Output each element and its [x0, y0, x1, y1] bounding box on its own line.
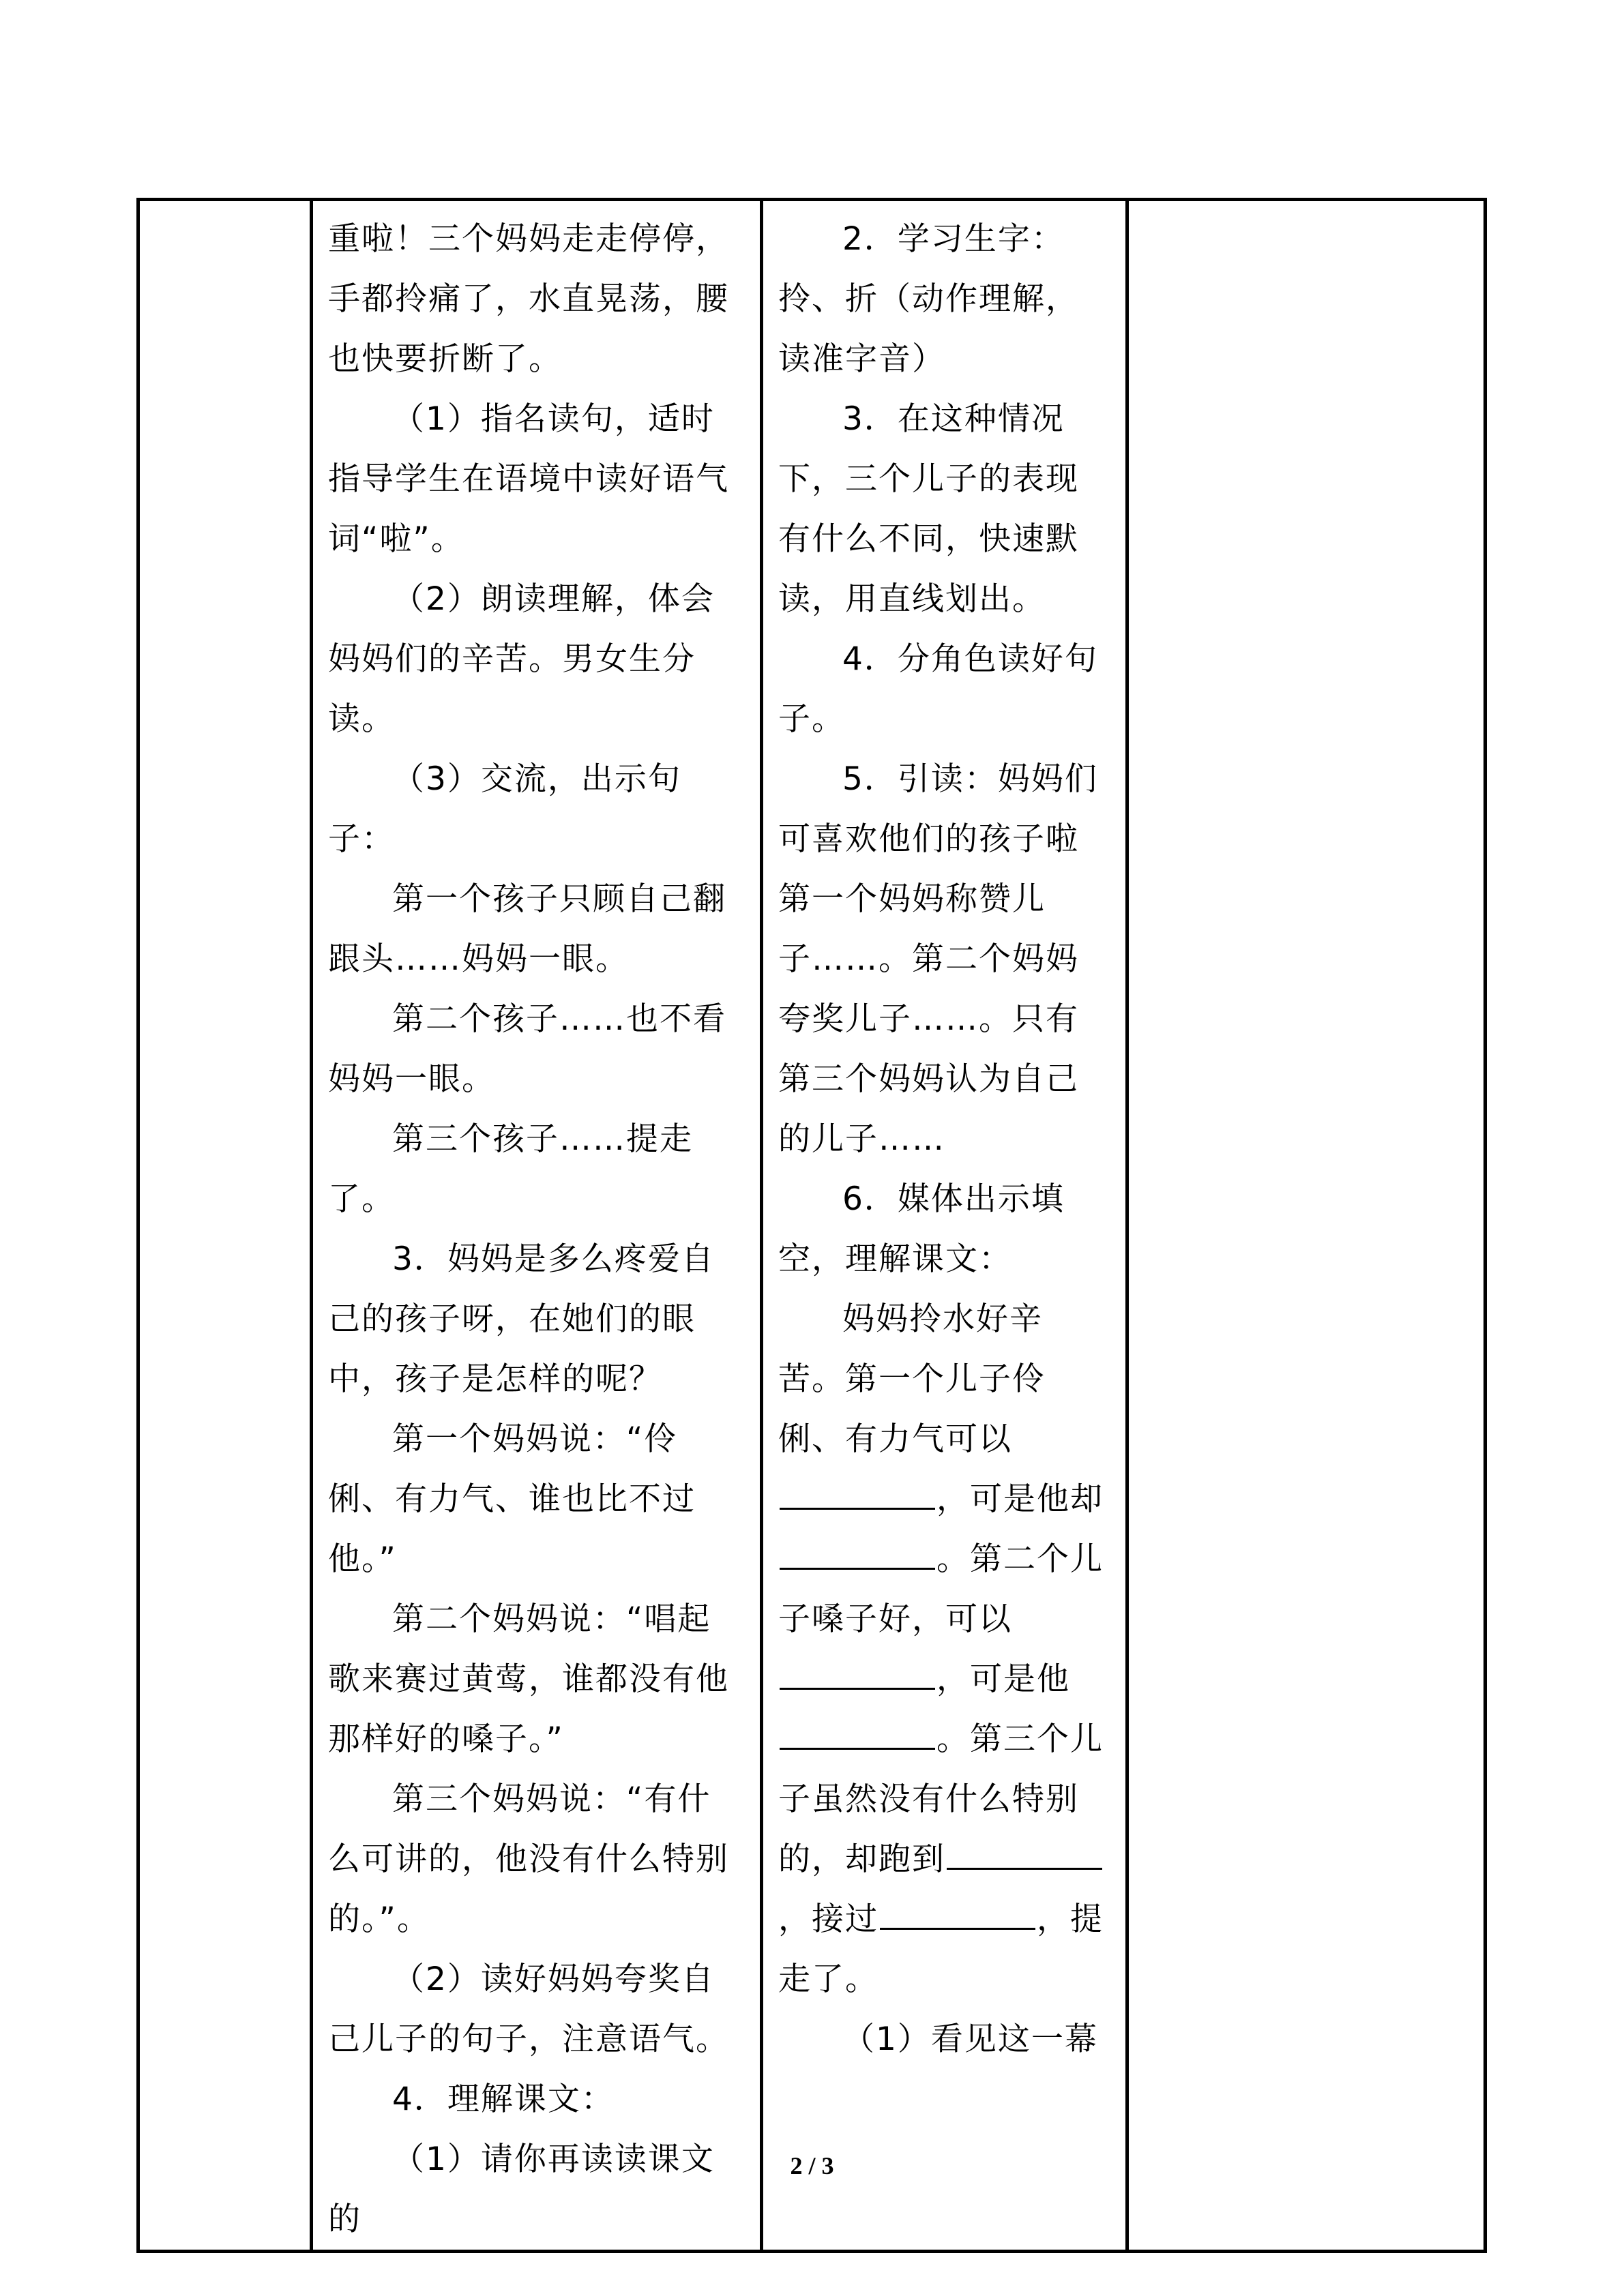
paragraph: 第三个妈妈说：“有什么可讲的，他没有什么特别的。”。: [328, 1780, 729, 1938]
table-row: [138, 200, 1486, 2252]
paragraph: 4．分角色读好句子。: [778, 640, 1098, 738]
fill-in-blank-exercise: [778, 1289, 1108, 2010]
paragraph: （1）指名读句，适时指导学生在语境中读好语气词“啦”。: [328, 400, 729, 558]
fill-text-6: ，接过: [778, 1900, 879, 1938]
fill-text-3: 。第二个儿子嗓子好，可以: [778, 1540, 1104, 1638]
paragraph: （1）看见这一幕: [842, 2021, 1098, 2058]
paragraph: （3）交流，出示句子：: [328, 760, 681, 858]
paragraph: 第三个孩子……提走了。: [328, 1120, 693, 1218]
table-cell-1: [138, 200, 312, 2252]
paragraph: 第二个孩子……也不看妈妈一眼。: [328, 1000, 726, 1098]
blank-3: [780, 1687, 935, 1690]
fill-text-2: ，可是他却: [936, 1480, 1104, 1518]
blank-4: [780, 1747, 935, 1750]
blank-6: [880, 1927, 1035, 1930]
paragraph: 3．妈妈是多么疼爱自己的孩子呀，在她们的眼中，孩子是怎样的呢？: [328, 1240, 715, 1398]
paragraph: 拎、折（动作理解，读准字音）: [778, 280, 1079, 378]
fill-text-7: ，提走了。: [778, 1900, 1104, 1998]
paragraph: （2）读好妈妈夸奖自己儿子的句子，注意语气。: [328, 1960, 729, 2058]
table-cell-teacher-activity: [312, 200, 762, 2252]
paragraph: 第一个孩子只顾自己翻跟头……妈妈一眼。: [328, 880, 726, 978]
lesson-plan-table: [136, 198, 1487, 2253]
table-cell-4: [1127, 200, 1486, 2252]
paragraph: 第一个妈妈说：“伶俐、有力气、谁也比不过他。”: [328, 1420, 696, 1578]
blank-5: [947, 1867, 1102, 1870]
student-activity-text: [763, 201, 1125, 2070]
paragraph: （2）朗读理解，体会妈妈们的辛苦。男女生分读。: [328, 580, 715, 738]
paragraph: 4．理解课文：: [392, 2081, 615, 2118]
fill-text-5: 。第三个儿子虽然没有什么特别的，却跑到: [778, 1720, 1104, 1878]
paragraph: 6．媒体出示填空，理解课文：: [778, 1180, 1065, 1278]
teacher-activity-text: [313, 201, 760, 2250]
page-number: 2 / 3: [790, 2152, 834, 2179]
paragraph: 2．学习生字：: [842, 220, 1065, 258]
paragraph: 3．在这种情况下，三个儿子的表现有什么不同，快速默读，用直线划出。: [778, 400, 1079, 618]
blank-2: [780, 1567, 935, 1570]
paragraph: 重啦！三个妈妈走走停停，手都拎痛了，水直晃荡，腰也快要折断了。: [328, 220, 729, 378]
paragraph: 5．引读：妈妈们可喜欢他们的孩子啦第一个妈妈称赞儿子……。第二个妈妈夸奖儿子……。只有第三个妈妈认为自己的儿子……: [778, 760, 1098, 1158]
table-cell-student-activity: [762, 200, 1127, 2252]
blank-1: [780, 1507, 935, 1510]
paragraph: （1）请你再读读课文的: [328, 2141, 715, 2238]
fill-text-4: ，可是他: [936, 1660, 1070, 1698]
fill-text-1: 妈妈拎水好辛苦。第一个儿子伶俐、有力气可以: [778, 1300, 1046, 1458]
paragraph: 第二个妈妈说：“唱起歌来赛过黄莺，谁都没有他那样好的嗓子。”: [328, 1600, 729, 1758]
